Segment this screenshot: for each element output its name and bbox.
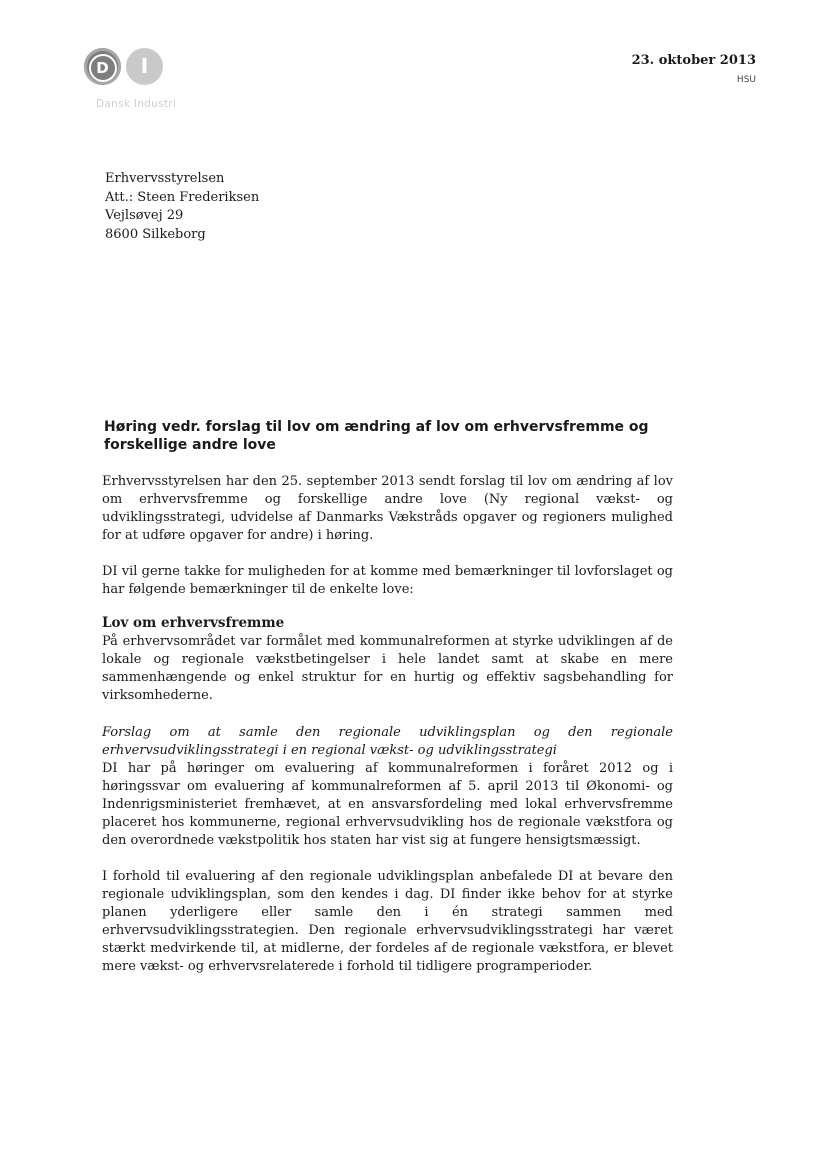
paragraph-hearings: DI har på høringer om evaluering af kommunalreformen i foråret 2012 og i høringssvar om evaluering af kommunalreformen af 5. april 2013 til Økonomi- og Indenrigsministeriet fremhævet, at en ansvarsfordeling med lokal erhvervsfremme placeret hos kommunerne, regional erhvervsudvikling hos de regionale vækstfora og den overordnede vækstpolitik hos staten har vist sig at fungere hensigtsmæssigt. xyxy=(102,761,673,848)
letter-date: 23. oktober 2013 xyxy=(631,53,756,68)
logo-text: Dansk Industri xyxy=(96,98,177,110)
logo-i-circle xyxy=(126,48,163,85)
logo-d-letter: D xyxy=(89,54,117,82)
recipient-line-2: Att.: Steen Frederiksen xyxy=(105,189,260,205)
recipient-line-3: Vejlsøvej 29 xyxy=(105,208,184,223)
logo-circles xyxy=(84,48,194,88)
section-heading: Lov om erhvervsfremme xyxy=(102,615,285,631)
di-logo xyxy=(84,48,194,118)
logo-i-letter: I xyxy=(140,54,149,78)
paragraph-intro: Erhvervsstyrelsen har den 25. september 2013 sendt forslag til lov om ændring af lov om erhvervsfremme og forskellige andre love (Ny regional vækst- og udviklingsstrategi, udvidelse af Danmarks Vækstråds opgaver og regioners mulighed for at udføre opgaver for andre) i høring. xyxy=(102,474,673,543)
paragraph-evaluation: I forhold til evaluering af den regionale udviklingsplan anbefalede DI at bevare den regionale udviklingsplan, som den kendes i dag. DI finder ikke behov for at styrke planen yderligere eller samle den i én strategi sammen med erhvervsudviklingsstrategien. Den regionale erhvervsudviklingsstrategi har været stærkt medvirkende til, at midlerne, der fordeles af de regionale vækstfora, er blevet mere vækst- og erhvervsrelaterede i forhold til tidligere programperioder. xyxy=(102,869,673,974)
logo-d-circle xyxy=(84,48,121,85)
italic-subheading: Forslag om at samle den regionale udviklingsplan og den regionale erhvervsudviklingsstrategi i en regional vækst- og udviklingsstrategi xyxy=(102,725,673,758)
sender-initials: HSU xyxy=(736,75,756,85)
recipient-line-4: 8600 Silkeborg xyxy=(105,226,206,242)
recipient-address xyxy=(105,170,259,244)
paragraph-purpose: På erhvervsområdet var formålet med kommunalreformen at styrke udviklingen af de lokale og regionale vækstbetingelser i hele landet samt at skabe en mere sammenhængende og enkel struktur for en hurtig og effektiv sagsbehandling for virksomhederne. xyxy=(102,634,673,703)
letter-subject: Høring vedr. forslag til lov om ændring af lov om erhvervsfremme og forskellige andre love xyxy=(104,419,649,453)
paragraph-thanks: DI vil gerne takke for muligheden for at komme med bemærkninger til lovforslaget og har følgende bemærkninger til de enkelte love: xyxy=(102,564,673,597)
recipient-line-1: Erhvervsstyrelsen xyxy=(105,171,225,186)
